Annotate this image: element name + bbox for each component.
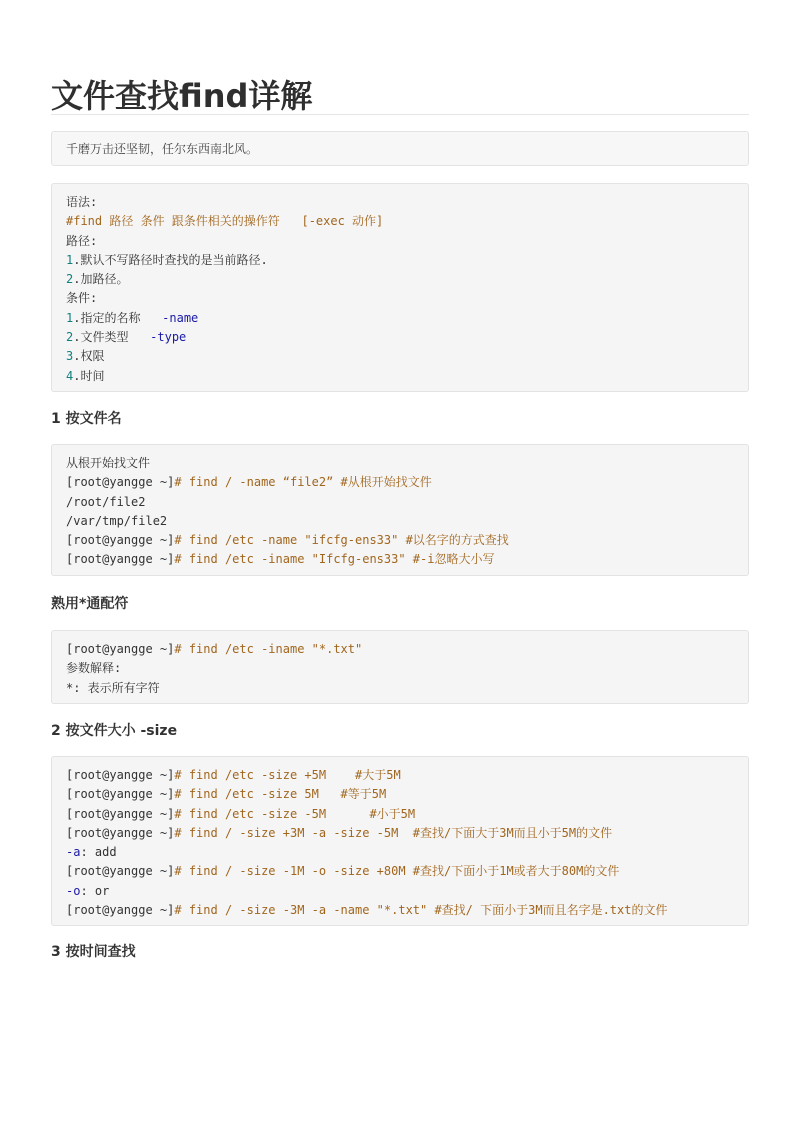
code-line: 4.时间 [66, 368, 105, 383]
code-line: 条件: [66, 291, 98, 306]
code-line: 2.加路径。 [66, 272, 129, 287]
code-line: /root/file2 [66, 494, 146, 509]
code-line: [root@yangge ~]# find / -size -3M -a -name "*.txt" #查找/ 下面小于3M而且名字是.txt的文件 [66, 903, 668, 918]
size-code-block [51, 756, 749, 926]
code-line: 路径: [66, 233, 98, 248]
wildcard-code-block [51, 630, 749, 704]
code-line: 1.指定的名称 -name [66, 310, 199, 325]
code-line: *: 表示所有字符 [66, 680, 160, 695]
page-title: 文件查找find详解 [51, 74, 749, 115]
code-line: 3.权限 [66, 349, 105, 364]
syntax-code-block [51, 183, 749, 392]
code-line: 从根开始找文件 [66, 456, 151, 470]
code-line: 语法: [66, 195, 98, 209]
section-heading-wildcard: 熟用*通配符 [51, 596, 129, 612]
code-line: [root@yangge ~]# find / -size +3M -a -size -5M #查找/下面大于3M而且小于5M的文件 [66, 825, 613, 840]
code-line: [root@yangge ~]# find /etc -iname "*.txt" [66, 642, 363, 656]
code-line: [root@yangge ~]# find /etc -size 5M #等于5M [66, 787, 387, 802]
code-line: 参数解释: [66, 661, 122, 676]
code-line: 2.文件类型 -type [66, 330, 187, 345]
code-line: [root@yangge ~]# find /etc -name "ifcfg-ens33" #以名字的方式查找 [66, 533, 509, 548]
code-line: [root@yangge ~]# find /etc -size +5M #大于5M [66, 768, 401, 782]
code-line: -a: add [66, 845, 117, 860]
code-line: /var/tmp/file2 [66, 513, 168, 528]
section-heading-by-name: 1 按文件名 [51, 411, 122, 427]
code-line: 1.默认不写路径时查找的是当前路径. [66, 252, 268, 267]
code-line: #find 路径 条件 跟条件相关的操作符 [-exec 动作] [66, 214, 384, 229]
name-code-block [51, 444, 749, 576]
code-line: [root@yangge ~]# find / -size -1M -o -size +80M #查找/下面小于1M或者大于80M的文件 [66, 864, 620, 879]
quote-block: 千磨万击还坚韧，任尔东西南北风。 [51, 131, 749, 166]
section-heading-by-time: 3 按时间查找 [51, 944, 136, 960]
code-line: [root@yangge ~]# find /etc -iname "Ifcfg-ens33" #-i忽略大小写 [66, 552, 495, 567]
code-line: [root@yangge ~]# find /etc -size -5M #小于5M [66, 806, 416, 821]
code-line: -o: or [66, 883, 110, 898]
section-heading-by-size: 2 按文件大小 -size [51, 723, 178, 739]
code-line: [root@yangge ~]# find / -name “file2” #从根开始找文件 [66, 475, 432, 490]
